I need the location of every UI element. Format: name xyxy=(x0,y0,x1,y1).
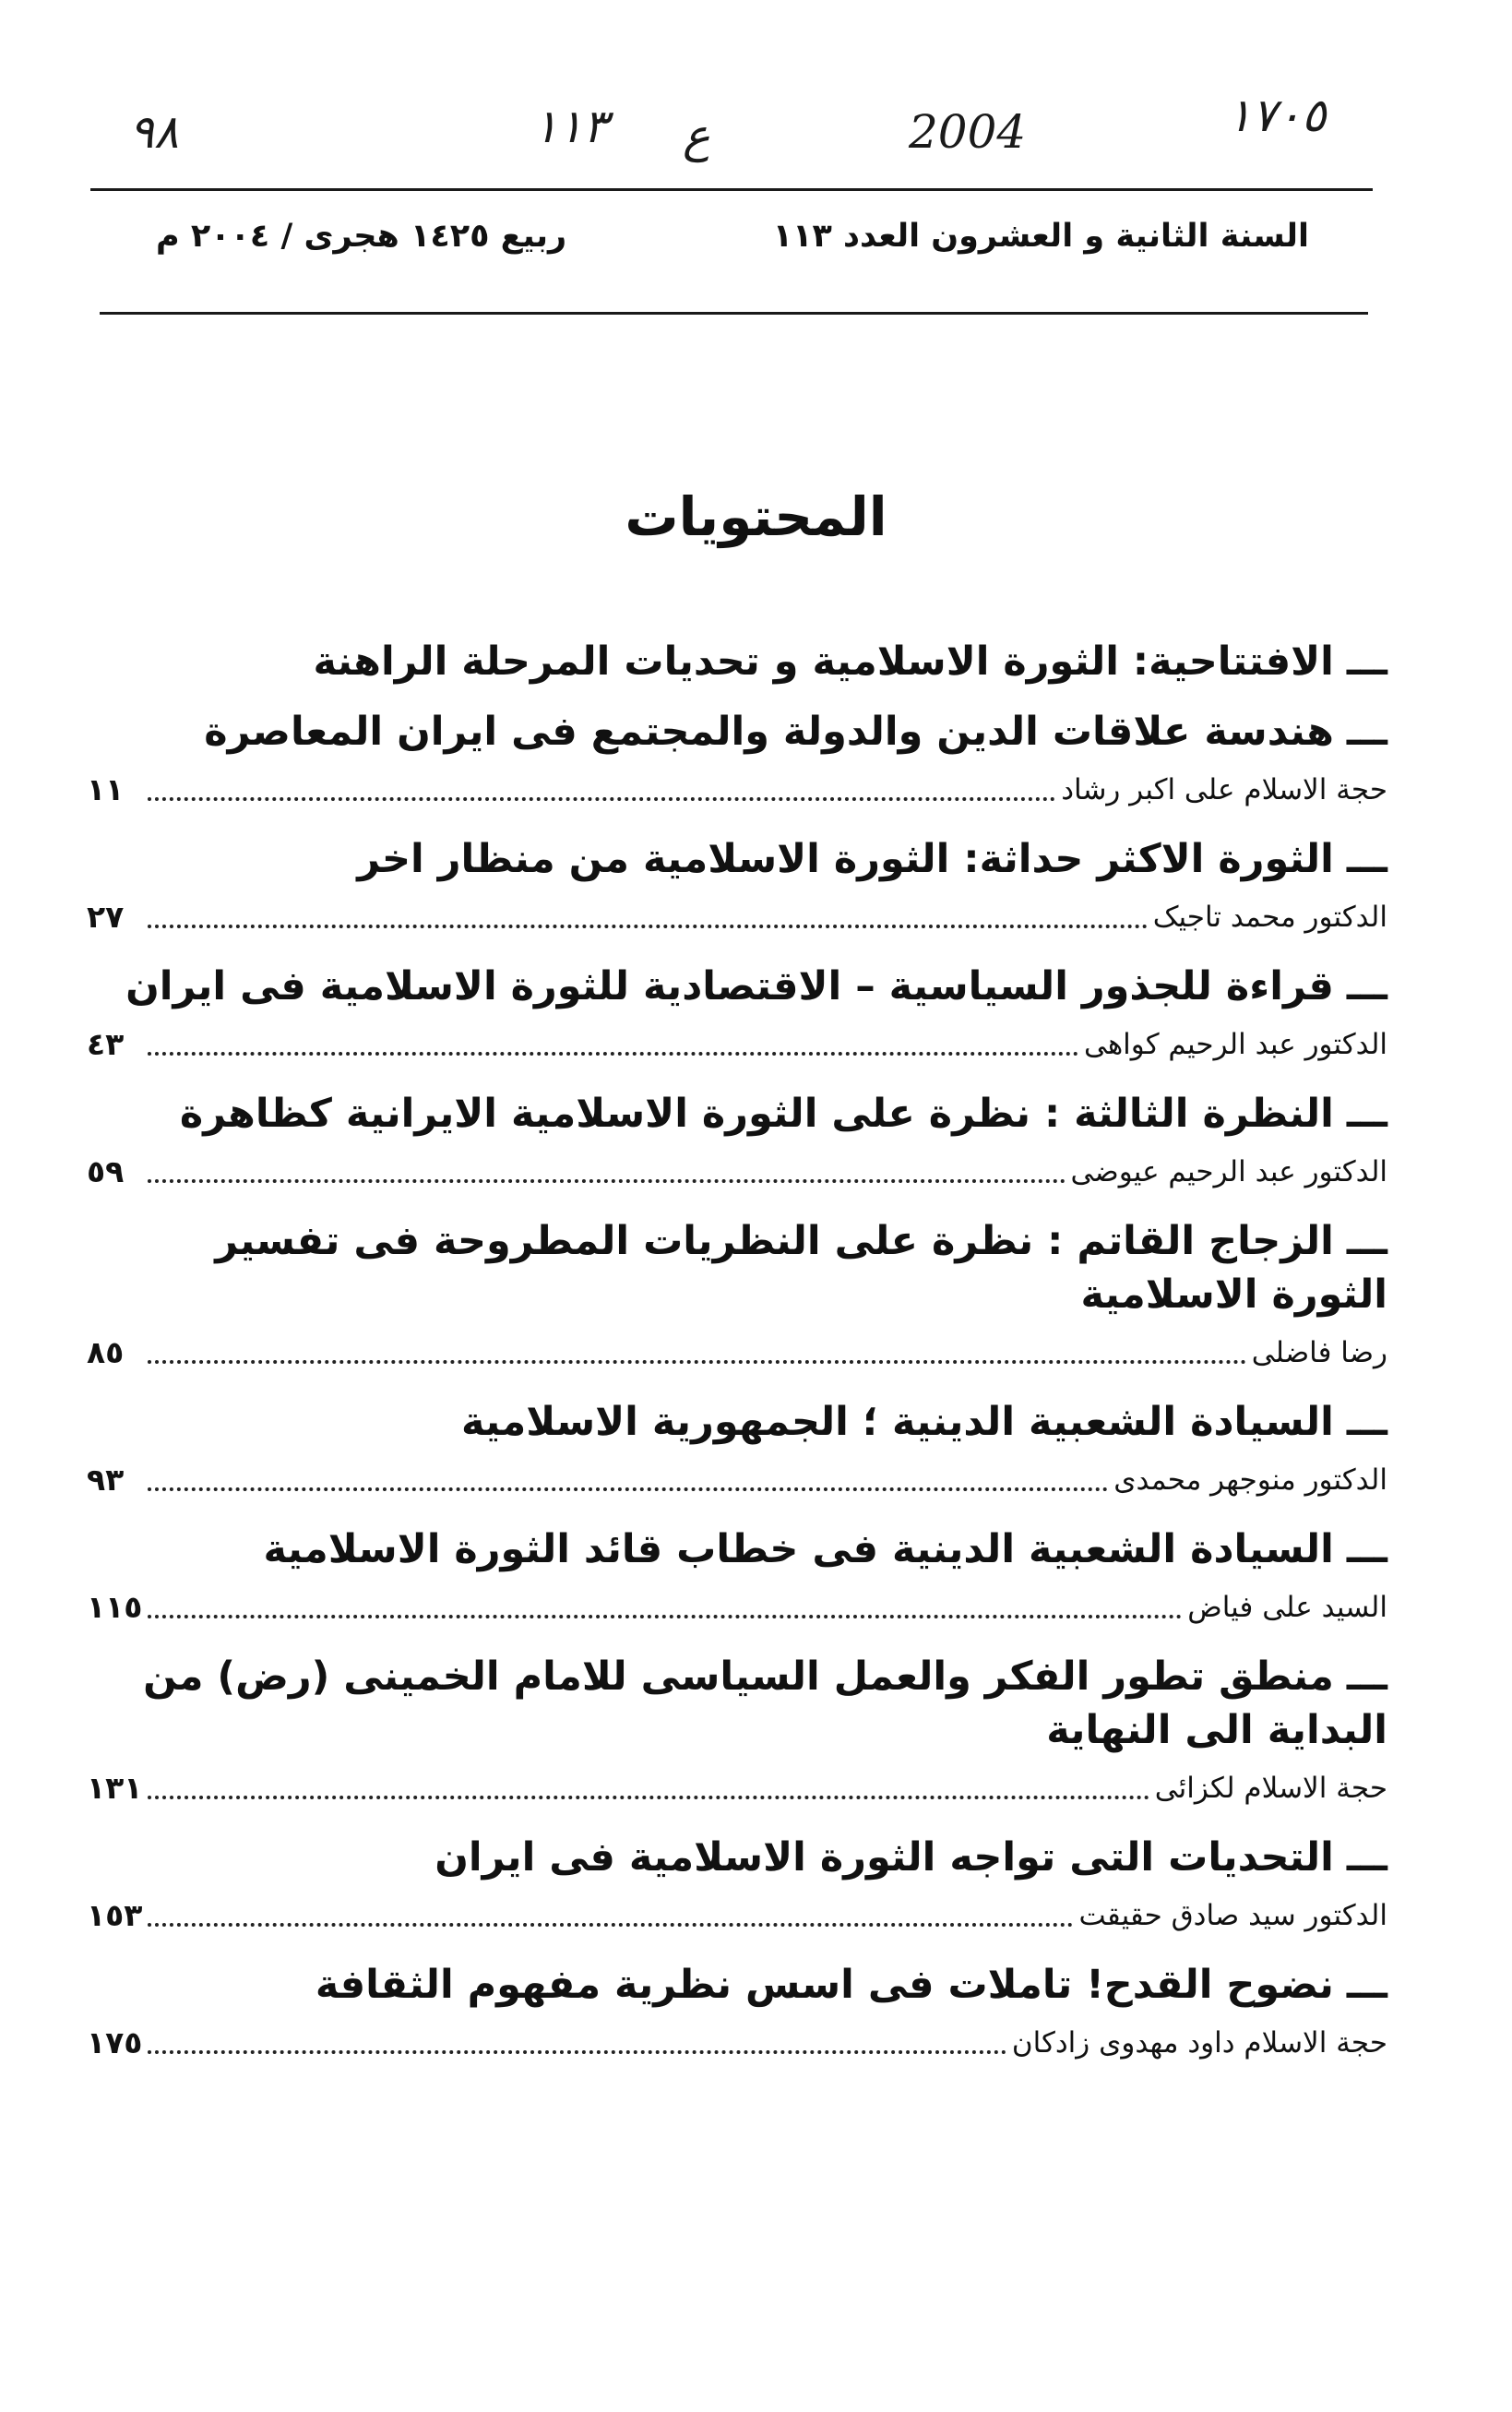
toc-entry-title-row xyxy=(87,618,1387,688)
toc-entry xyxy=(87,1198,1387,1379)
toc-entry-title[interactable]: التحديات التى تواجه الثورة الاسلامية فى ايران xyxy=(435,1834,1334,1881)
header-bottom-rule xyxy=(100,312,1368,315)
toc-entry-title[interactable]: النظرة الثالثة : نظرة على الثورة الاسلامية الايرانية كظاهرة xyxy=(179,1091,1334,1137)
toc-entry-author-line xyxy=(87,1454,1387,1506)
toc-entry-title-row xyxy=(87,688,1387,758)
table-of-contents xyxy=(87,618,1387,2069)
page-title: المحتويات xyxy=(625,485,887,548)
toc-entry-page-number[interactable]: ١١ xyxy=(87,771,125,807)
toc-entry-page-number[interactable]: ١٣١ xyxy=(87,1770,143,1806)
toc-entry xyxy=(87,1070,1387,1198)
toc-entry-dash: ـــ xyxy=(1346,639,1387,685)
toc-entry-page-number[interactable]: ٤٣ xyxy=(87,1026,125,1062)
dot-leader xyxy=(148,1796,1149,1799)
dot-leader xyxy=(148,1360,1246,1364)
issue-info-line xyxy=(156,218,1309,255)
toc-entry-author: حجة الاسلام داود مهدوى زادكان xyxy=(1011,2026,1387,2060)
dot-leader xyxy=(148,1923,1073,1927)
toc-entry-title[interactable]: نضوح القدح! تاملات فى اسس نظرية مفهوم الثقافة xyxy=(315,1962,1334,2008)
dot-leader xyxy=(148,1615,1182,1618)
toc-entry-title-row xyxy=(87,1633,1387,1757)
toc-entry-author-line xyxy=(87,1762,1387,1814)
toc-entry-dash: ـــ xyxy=(1346,1962,1387,2008)
toc-entry-title[interactable]: الزجاج القاتم : نظرة على النظريات المطروحة فى تفسير الثورة الاسلامية xyxy=(215,1218,1387,1318)
toc-entry-title[interactable]: قراءة للجذور السياسية – الاقتصادية للثورة الاسلامية فى ايران xyxy=(125,963,1334,1009)
toc-entry xyxy=(87,943,1387,1070)
handwritten-mark-right: ١٧٠٥ xyxy=(1227,89,1327,142)
toc-entry-page-number[interactable]: ١٧٥ xyxy=(87,2024,143,2060)
toc-entry xyxy=(87,618,1387,688)
dot-leader xyxy=(148,797,1055,801)
toc-entry-author: الدكتور سيد صادق حقيقت xyxy=(1078,1899,1387,1932)
toc-entry-author: حجة الاسلام لكزائى xyxy=(1154,1772,1387,1805)
toc-entry-title[interactable]: الافتتاحية: الثورة الاسلامية و تحديات المرحلة الراهنة xyxy=(313,639,1334,685)
toc-entry-page-number[interactable]: ٩٣ xyxy=(87,1462,125,1498)
dot-leader xyxy=(148,1179,1066,1183)
toc-entry-title-row xyxy=(87,1814,1387,1884)
toc-entry xyxy=(87,1941,1387,2069)
toc-entry-dash: ـــ xyxy=(1346,963,1387,1009)
toc-entry-title-row xyxy=(87,1941,1387,2012)
toc-entry-page-number[interactable]: ٨٥ xyxy=(87,1334,125,1370)
toc-entry-title-row xyxy=(87,1070,1387,1140)
toc-entry-dash: ـــ xyxy=(1346,1091,1387,1137)
toc-entry xyxy=(87,1633,1387,1814)
toc-entry-author: حجة الاسلام على اكبر رشاد xyxy=(1061,773,1387,806)
toc-entry-title[interactable]: السيادة الشعبية الدينية ؛ الجمهورية الاسلامية xyxy=(460,1399,1334,1445)
toc-entry-title-row xyxy=(87,1379,1387,1449)
toc-entry-author: السيد على فياض xyxy=(1187,1591,1387,1624)
toc-entry-title[interactable]: هندسة علاقات الدين والدولة والمجتمع فى ايران المعاصرة xyxy=(204,709,1334,755)
toc-entry xyxy=(87,1814,1387,1941)
toc-entry xyxy=(87,816,1387,943)
toc-entry-author-line xyxy=(87,1019,1387,1070)
toc-entry-author-line xyxy=(87,1146,1387,1198)
toc-entry-dash: ـــ xyxy=(1346,1399,1387,1445)
toc-entry-author: رضا فاضلى xyxy=(1251,1336,1387,1369)
handwritten-mark-letter: ع xyxy=(683,109,710,162)
toc-entry-title-row xyxy=(87,1198,1387,1321)
handwritten-mark-left: ٩٨ xyxy=(129,105,179,159)
toc-entry-page-number[interactable]: ٥٩ xyxy=(87,1153,125,1189)
header-top-rule xyxy=(90,188,1373,191)
toc-entry-author-line xyxy=(87,1327,1387,1379)
toc-entry-author-line xyxy=(87,2017,1387,2069)
toc-entry-author-line xyxy=(87,1890,1387,1941)
toc-entry-title[interactable]: الثورة الاكثر حداثة: الثورة الاسلامية من منظار اخر xyxy=(357,836,1334,882)
toc-entry-title[interactable]: منطق تطور الفكر والعمل السياسى للامام الخمينى (رض) من البداية الى النهاية xyxy=(143,1654,1387,1753)
toc-entry-author-line xyxy=(87,1582,1387,1633)
dot-leader xyxy=(148,925,1148,928)
handwritten-mark-year: 2004 xyxy=(909,105,1027,159)
toc-entry-page-number[interactable]: ١٥٣ xyxy=(87,1897,143,1933)
toc-entry-dash: ـــ xyxy=(1346,1218,1387,1264)
toc-entry xyxy=(87,688,1387,816)
dot-leader xyxy=(148,1487,1108,1491)
toc-entry-page-number[interactable]: ٢٧ xyxy=(87,899,125,935)
toc-entry xyxy=(87,1379,1387,1506)
dot-leader xyxy=(148,2050,1006,2054)
toc-entry-title-row xyxy=(87,943,1387,1013)
toc-entry-dash: ـــ xyxy=(1346,1526,1387,1572)
dot-leader xyxy=(148,1052,1078,1056)
handwritten-mark-issue: ١١٣ xyxy=(533,100,608,153)
issue-date-text: ربيع ١٤٢٥ هجرى / ٢٠٠٤ م xyxy=(156,218,567,255)
toc-entry-author-line xyxy=(87,891,1387,943)
toc-entry-dash: ـــ xyxy=(1346,1654,1387,1700)
issue-number-text: السنة الثانية و العشرون العدد ١١٣ xyxy=(772,218,1309,255)
toc-entry-dash: ـــ xyxy=(1346,1834,1387,1881)
toc-entry-author: الدكتور محمد تاجيک xyxy=(1152,901,1387,934)
toc-entry-title-row xyxy=(87,816,1387,886)
toc-entry xyxy=(87,1506,1387,1633)
toc-entry-dash: ـــ xyxy=(1346,709,1387,755)
toc-entry-author-line xyxy=(87,764,1387,816)
toc-entry-title-row xyxy=(87,1506,1387,1576)
toc-entry-dash: ـــ xyxy=(1346,836,1387,882)
toc-entry-author: الدكتور عبد الرحيم عيوضى xyxy=(1070,1155,1387,1188)
toc-entry-author: الدكتور عبد الرحيم كواهى xyxy=(1084,1028,1387,1061)
toc-entry-title[interactable]: السيادة الشعبية الدينية فى خطاب قائد الثورة الاسلامية xyxy=(263,1526,1334,1572)
toc-entry-page-number[interactable]: ١١٥ xyxy=(87,1589,143,1625)
toc-entry-author: الدكتور منوجهر محمدى xyxy=(1113,1463,1387,1497)
